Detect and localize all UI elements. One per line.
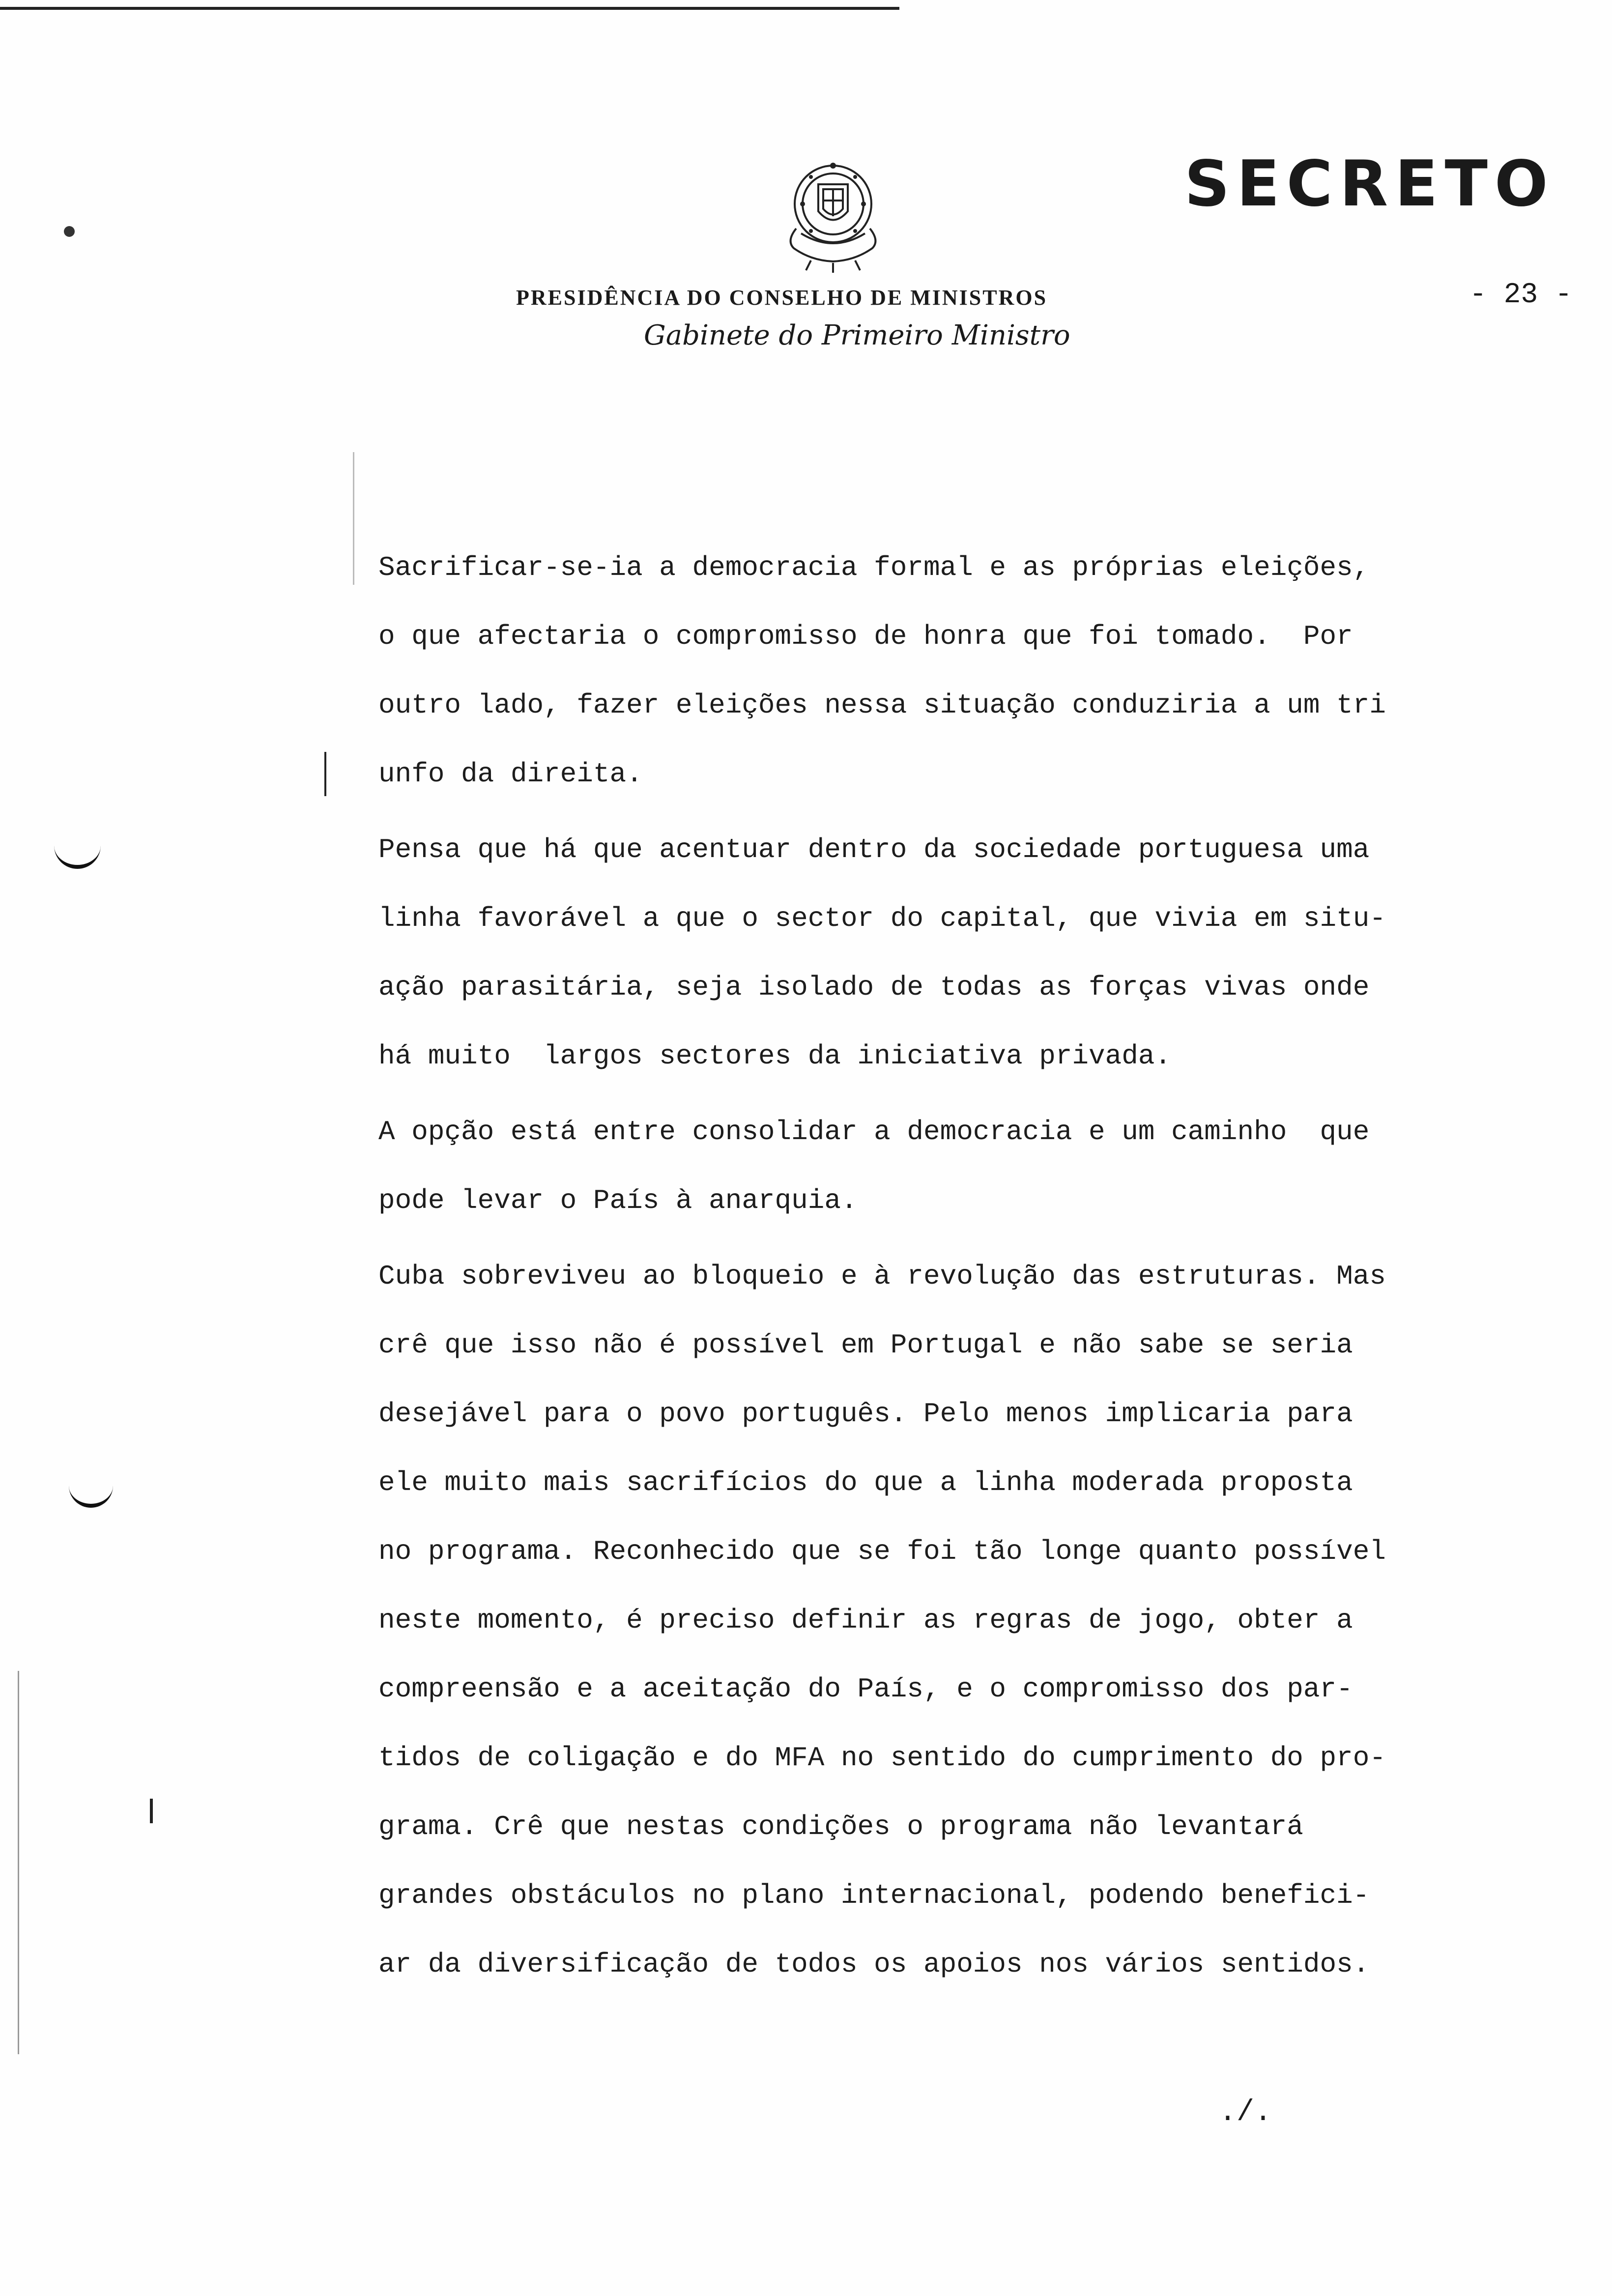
paragraph-gap	[378, 1091, 1484, 1097]
text-line: tidos de coligação e do MFA no sentido do cumprimento do pro-	[378, 1742, 1386, 1774]
text-line: desejável para o povo português. Pelo menos implicaria para	[378, 1398, 1353, 1430]
text-line: Pensa que há que acentuar dentro da sociedade portuguesa uma	[378, 834, 1370, 865]
text-line: Cuba sobreviveu ao bloqueio e à revolução das estruturas. Mas	[378, 1261, 1386, 1292]
office-subtitle: Gabinete do Primeiro Ministro	[644, 319, 1070, 351]
text-line: pode levar o País à anarquia.	[378, 1185, 858, 1216]
coat-of-arms-icon	[772, 147, 894, 275]
paragraph-gap	[378, 808, 1484, 815]
margin-line	[324, 752, 326, 796]
text-line: ar da diversificação de todos os apoios nos vários sentidos.	[378, 1949, 1370, 1980]
paragraph-gap	[378, 1235, 1484, 1242]
continuation-mark: ./.	[1219, 2096, 1272, 2129]
margin-tick	[150, 1799, 153, 1823]
text-line: unfo da direita.	[378, 758, 643, 790]
text-line: compreensão e a aceitação do País, e o compromisso dos par-	[378, 1673, 1353, 1705]
text-line: no programa. Reconhecido que se foi tão longe quanto possível	[378, 1536, 1386, 1567]
top-rule	[0, 7, 899, 10]
text-line: A opção está entre consolidar a democracia e um caminho que	[378, 1116, 1370, 1148]
body-text	[378, 533, 1484, 1999]
binding-mark	[69, 1484, 113, 1508]
page-number: - 23 -	[1469, 279, 1572, 311]
text-line: neste momento, é preciso definir as regras de jogo, obter a	[378, 1605, 1353, 1636]
text-line: grama. Crê que nestas condições o programa não levantará	[378, 1811, 1303, 1842]
classification-stamp: SECRETO	[1184, 147, 1555, 221]
text-line: crê que isso não é possível em Portugal e não sabe se seria	[378, 1329, 1353, 1361]
text-line: ação parasitária, seja isolado de todas as forças vivas onde	[378, 972, 1370, 1003]
text-line: o que afectaria o compromisso de honra que foi tomado. Por	[378, 621, 1353, 652]
punch-mark	[64, 226, 75, 237]
text-line: há muito largos sectores da iniciativa privada.	[378, 1040, 1172, 1072]
text-line: linha favorável a que o sector do capital, que vivia em situ-	[378, 903, 1386, 934]
binding-mark	[54, 845, 101, 869]
margin-line	[353, 452, 354, 585]
institution-heading: PRESIDÊNCIA DO CONSELHO DE MINISTROS	[516, 286, 1048, 310]
text-line: Sacrificar-se-ia a democracia formal e as próprias eleições,	[378, 552, 1370, 583]
text-line: ele muito mais sacrifícios do que a linha moderada proposta	[378, 1467, 1353, 1498]
text-line: outro lado, fazer eleições nessa situação conduziria a um tri	[378, 689, 1386, 721]
text-line: grandes obstáculos no plano internacional, podendo benefici-	[378, 1880, 1370, 1911]
margin-line	[18, 1671, 19, 2054]
